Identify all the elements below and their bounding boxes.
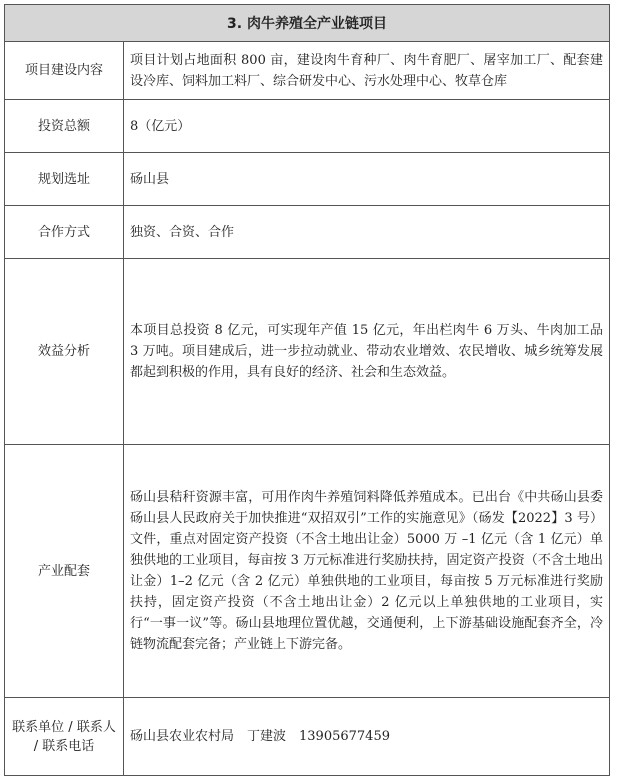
row-value-construction [124, 42, 609, 99]
contact-text: 砀山县农业农村局 丁建波 13905677459 [130, 729, 390, 744]
row-value-contact [124, 698, 609, 775]
row-label-benefit: 效益分析 [5, 259, 124, 444]
row-construction [5, 42, 609, 100]
row-benefit [5, 259, 609, 445]
row-value-cooperation [124, 206, 609, 258]
row-value-investment [124, 100, 609, 152]
row-contact [5, 698, 609, 775]
location-text: 砀山县 [130, 171, 170, 187]
row-supporting [5, 445, 609, 698]
construction-text: 项目计划占地面积 800 亩，建设肉牛育种厂、肉牛育肥厂、屠宰加工厂、配套建设冷库、饲料加工料厂、综合研发中心、污水处理中心、牧草仓库 [130, 52, 603, 89]
row-label-contact: 联系单位 / 联系人 / 联系电话 [5, 698, 124, 775]
row-location [5, 153, 609, 206]
row-cooperation [5, 206, 609, 259]
row-label-supporting: 产业配套 [5, 445, 124, 697]
row-value-location [124, 153, 609, 205]
table-title: 3. 肉牛养殖全产业链项目 [5, 5, 609, 42]
row-label-location: 规划选址 [5, 153, 124, 205]
row-label-cooperation: 合作方式 [5, 206, 124, 258]
benefit-text: 本项目总投资 8 亿元，可实现年产值 15 亿元，年出栏肉牛 6 万头、牛肉加工品 3 万吨。项目建成后，进一步拉动就业、带动农业增效、农民增收、城乡统筹发展都起到积极的作用，具有良好的经济、社会和生态效益。 [130, 323, 603, 380]
row-value-benefit [124, 259, 609, 444]
row-label-construction: 项目建设内容 [5, 42, 124, 99]
row-label-investment: 投资总额 [5, 100, 124, 152]
cooperation-text: 独资、合资、合作 [130, 224, 235, 240]
supporting-text: 砀山县秸秆资源丰富，可用作肉牛养殖饲料降低养殖成本。已出台《中共砀山县委砀山县人民政府关于加快推进“双招双引”工作的实施意见》（砀发【2022】3 号）文件，重点对固定资产投资（不含土地出让金）5000 万 –1 亿元（含 1 亿元）单独供地的工业项目，每亩按 3 万元标准进行奖励扶持，固定资产投资（不含土地出让金）1–2 亿元（含 2 亿元）单独供地的工业项目，每亩按 5 万元标准进行奖励扶持，固定资产投资（不含土地出让金）2 亿元以上单独供地的工业项目，实行“一事一议”等。砀山县地理位置优越，交通便利，上下游基础设施配套齐全，冷链物流配套完备；产业链上下游完备。 [130, 490, 603, 652]
row-value-supporting [124, 445, 609, 697]
project-table [4, 4, 610, 776]
investment-text: 8（亿元） [130, 118, 191, 134]
row-investment [5, 100, 609, 153]
